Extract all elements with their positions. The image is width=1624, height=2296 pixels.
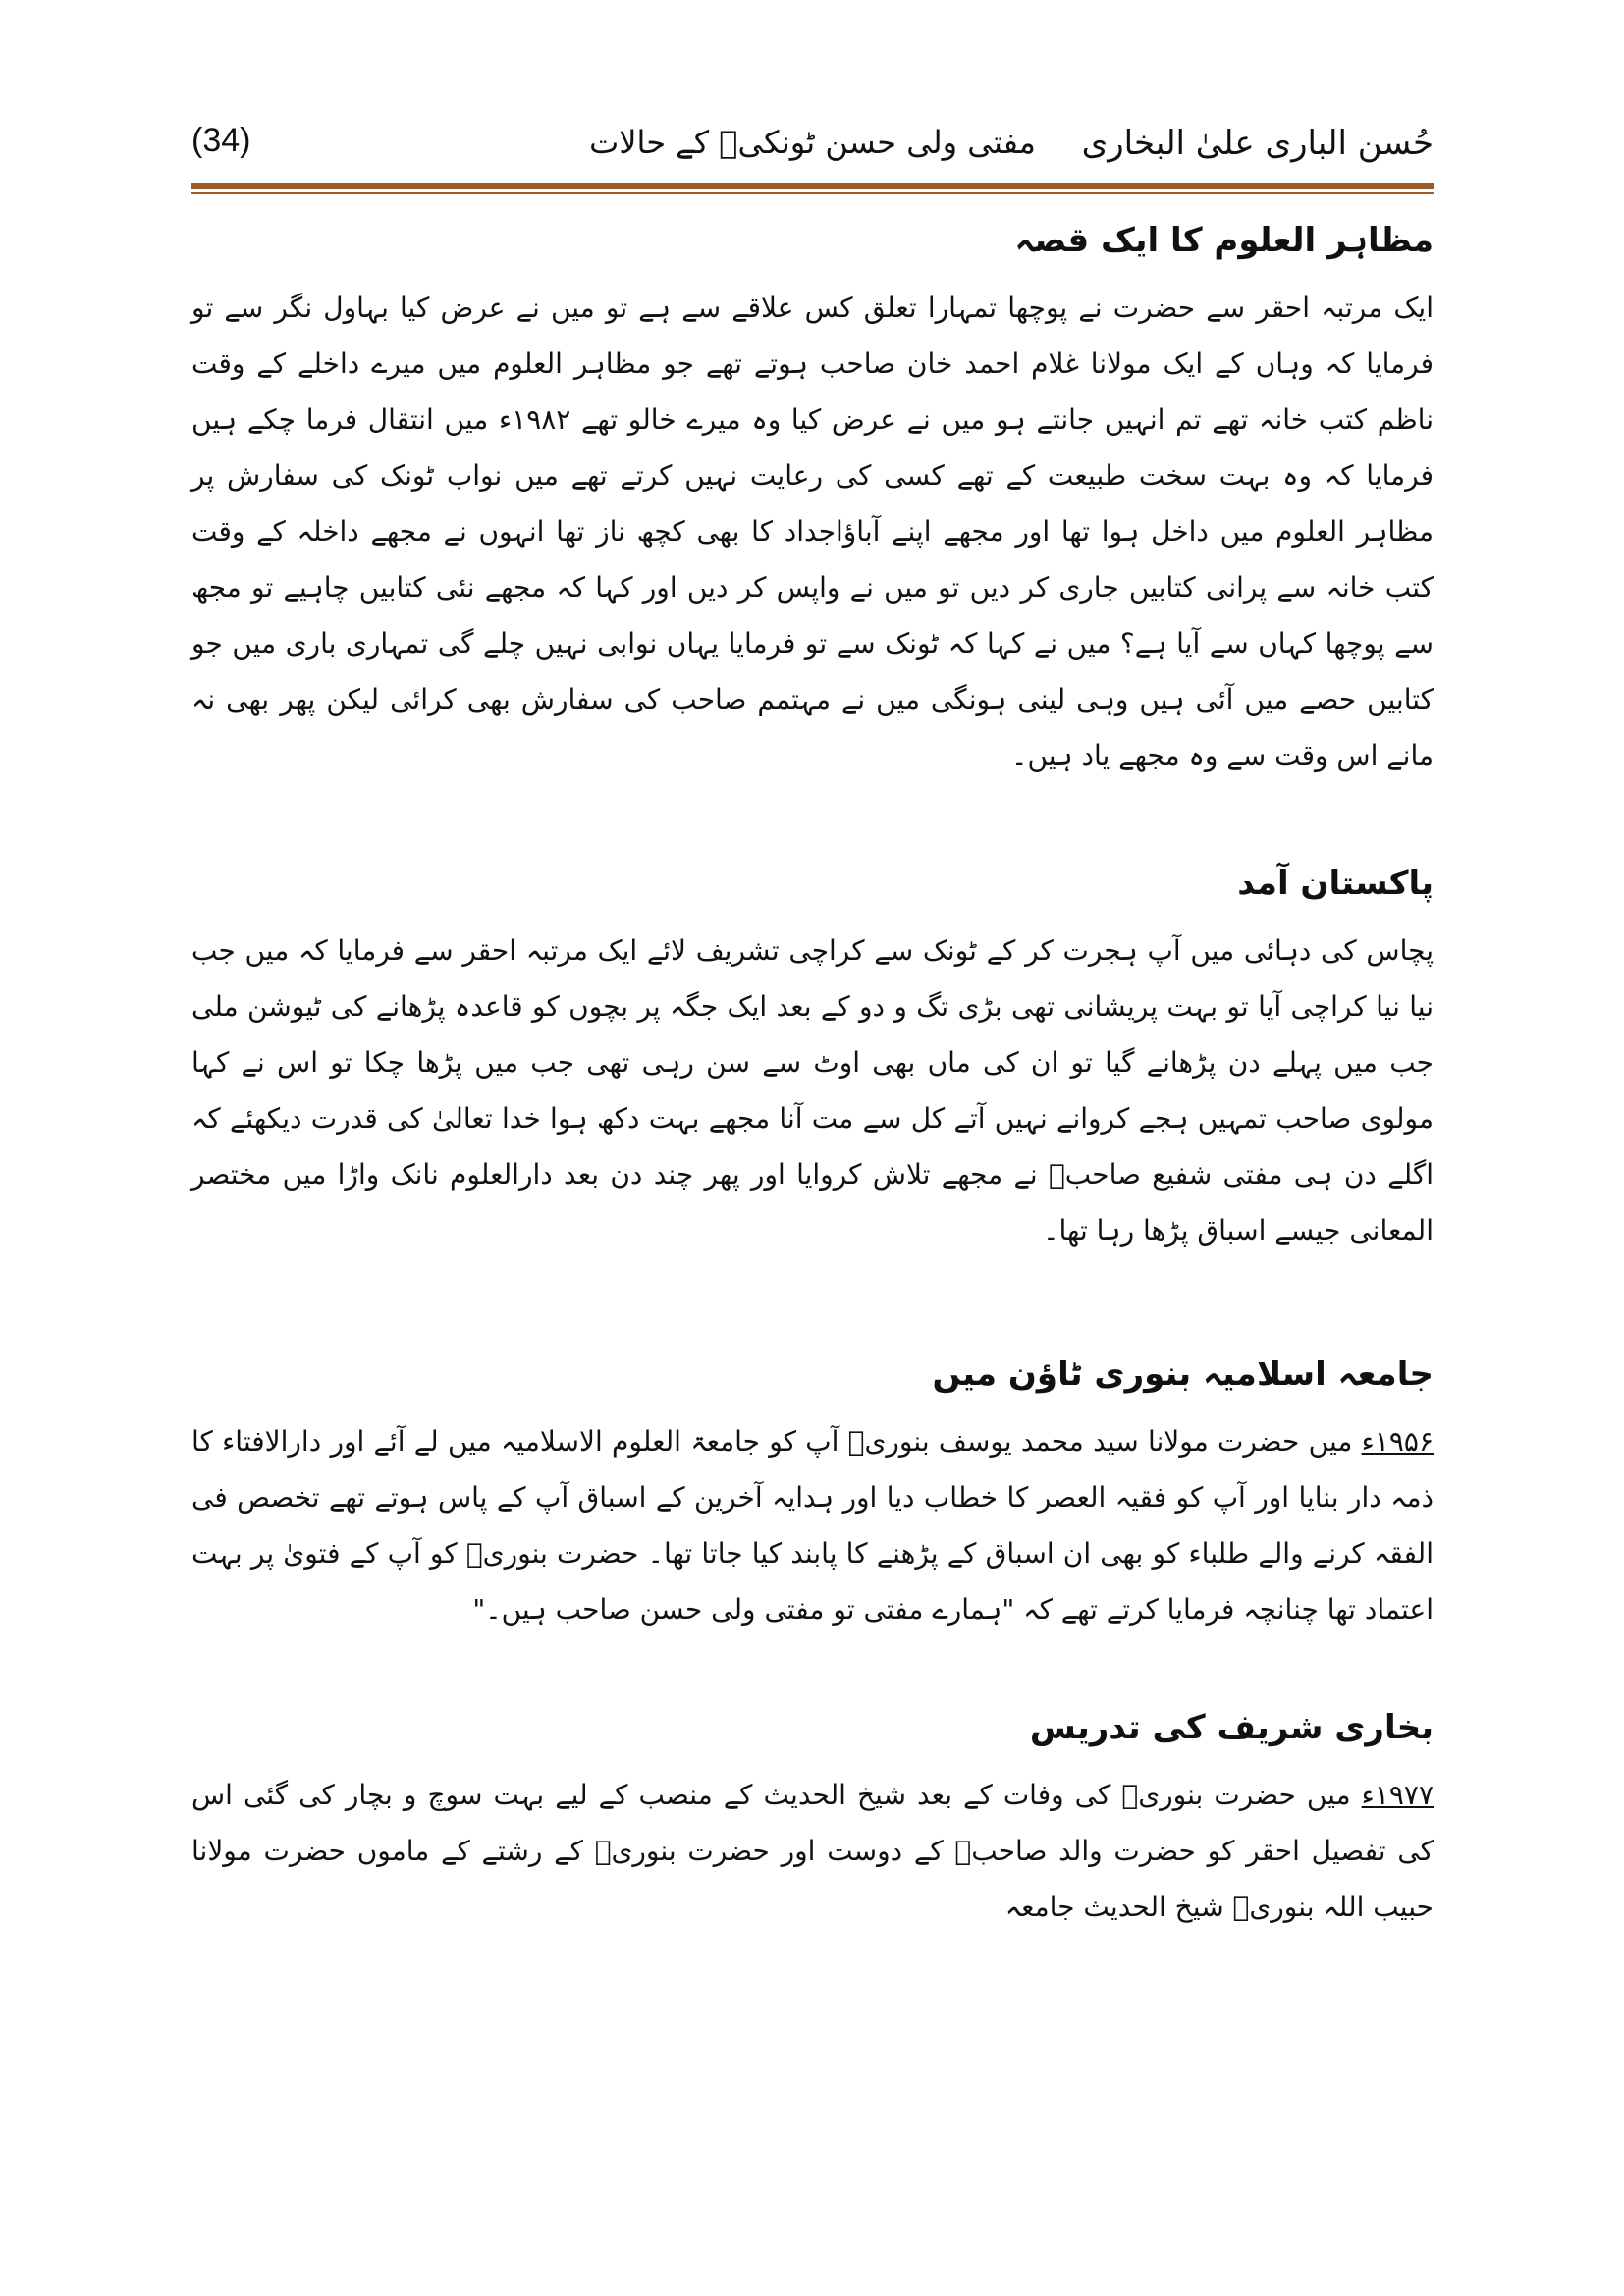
page-header (191, 118, 1434, 177)
section-heading: مظاہر العلوم کا ایک قصہ (1014, 221, 1434, 260)
section-heading: بخاری شریف کی تدریس (1029, 1708, 1434, 1747)
section-mazahir-story (191, 201, 1434, 844)
section-paragraph-container (191, 1767, 1434, 1935)
section-paragraph: میں حضرت مولانا سید محمد یوسف بنوریؒ آپ کو جامعۃ العلوم الاسلامیہ میں لے آئے اور دارالافتاء کا ذمہ دار بنایا اور آپ کو فقیہ العصر کا خطاب دیا اور ہدایہ آخرین کے اسباق آپ کے پاس ہوتے تھے تخصص فی الفقہ کرنے والے طلباء کو بھی ان اسباق کے پڑھنے کا پابند کیا جاتا تھا۔ حضرت بنوریؒ کو آپ کے فتویٰ پر بہت اعتماد تھا چنانچہ فرمایا کرتے تھے کہ "ہمارے مفتی تو مفتی ولی حسن صاحب ہیں۔" (191, 1425, 1434, 1626)
section-paragraph: ایک مرتبہ احقر سے حضرت نے پوچھا تمہارا تعلق کس علاقے سے ہے تو میں نے عرض کیا بہاول نگر سے تو فرمایا کہ وہاں کے ایک مولانا غلام احمد خان صاحب ہوتے تھے جو مظاہر العلوم میں میرے داخلے کے وقت ناظم کتب خانہ تھے تم انہیں جانتے ہو میں نے عرض کیا وہ میرے خالو تھے ۱۹۸۲ء میں انتقال فرما چکے ہیں فرمایا کہ وہ بہت سخت طبیعت کے تھے کسی کی رعایت نہیں کرتے تھے میں نواب ٹونک کی سفارش پر مظاہر العلوم میں داخل ہوا تھا اور مجھے اپنے آباؤاجداد کا بھی کچھ ناز تھا انہوں نے مجھے داخلہ کے وقت کتب خانہ سے پرانی کتابیں جاری کر دیں تو میں نے واپس کر دیں اور کہا کہ مجھے نئی کتابیں چاہیے تو مجھ سے پوچھا کہاں سے آیا ہے؟ میں نے کہا کہ ٹونک سے تو فرمایا یہاں نوابی نہیں چلے گی تمہاری باری میں جو کتابیں حصے میں آئی ہیں وہی لینی ہونگی میں نے مہتمم صاحب کی سفارش بھی کرائی لیکن پھر بھی نہ مانے اس وقت سے وہ مجھے یاد ہیں۔ (191, 292, 1434, 772)
section-heading: پاکستان آمد (1237, 864, 1434, 903)
header-rule-thin (191, 192, 1434, 194)
year-lead: ۱۹۷۷ء (1361, 1779, 1434, 1811)
section-bukhari-teaching (191, 1688, 1434, 1924)
section-jamia-banuri-town (191, 1335, 1434, 1688)
section-paragraph-container (191, 1414, 1434, 1637)
page-number: (34) (191, 122, 251, 159)
section-pakistan-arrival (191, 844, 1434, 1335)
header-rule-thick (191, 183, 1434, 189)
chapter-title: مفتی ولی حسن ٹونکیؒ کے حالات (589, 124, 1036, 161)
section-paragraph: پچاس کی دہائی میں آپ ہجرت کر کے ٹونک سے کراچی تشریف لائے ایک مرتبہ احقر سے فرمایا کہ میں جب نیا نیا کراچی آیا تو بہت پریشانی تھی بڑی تگ و دو کے بعد ایک جگہ پر بچوں کو قاعدہ پڑھانے کی ٹیوشن ملی جب میں پہلے دن پڑھانے گیا تو ان کی ماں بھی اوٹ سے سن رہی تھی جب میں پڑھا چکا تو اس نے کہا مولوی صاحب تمہیں ہجے کروانے نہیں آتے کل سے مت آنا مجھے بہت دکھ ہوا خدا تعالیٰ کی قدرت دیکھئے کہ اگلے دن ہی مفتی شفیع صاحبؒ نے مجھے تلاش کروایا اور پھر چند دن بعد دارالعلوم نانک واڑا میں مختصر المعانی جیسے اسباق پڑھا رہا تھا۔ (191, 934, 1434, 1247)
page-body (191, 201, 1434, 1924)
book-title: حُسن الباری علیٰ البخاری (1081, 124, 1434, 163)
section-paragraph: میں حضرت بنوریؒ کی وفات کے بعد شیخ الحدیث کے منصب کے لیے بہت سوچ و بچار کی گئی اس کی تفصیل احقر کو حضرت والد صاحبؒ کے دوست اور حضرت بنوریؒ کے رشتے کے ماموں حضرت مولانا حبیب اللہ بنوریؒ شیخ الحدیث جامعہ (191, 1779, 1434, 1923)
section-heading: جامعہ اسلامیہ بنوری ٹاؤن میں (932, 1355, 1434, 1394)
year-lead: ۱۹۵۶ء (1361, 1425, 1434, 1458)
